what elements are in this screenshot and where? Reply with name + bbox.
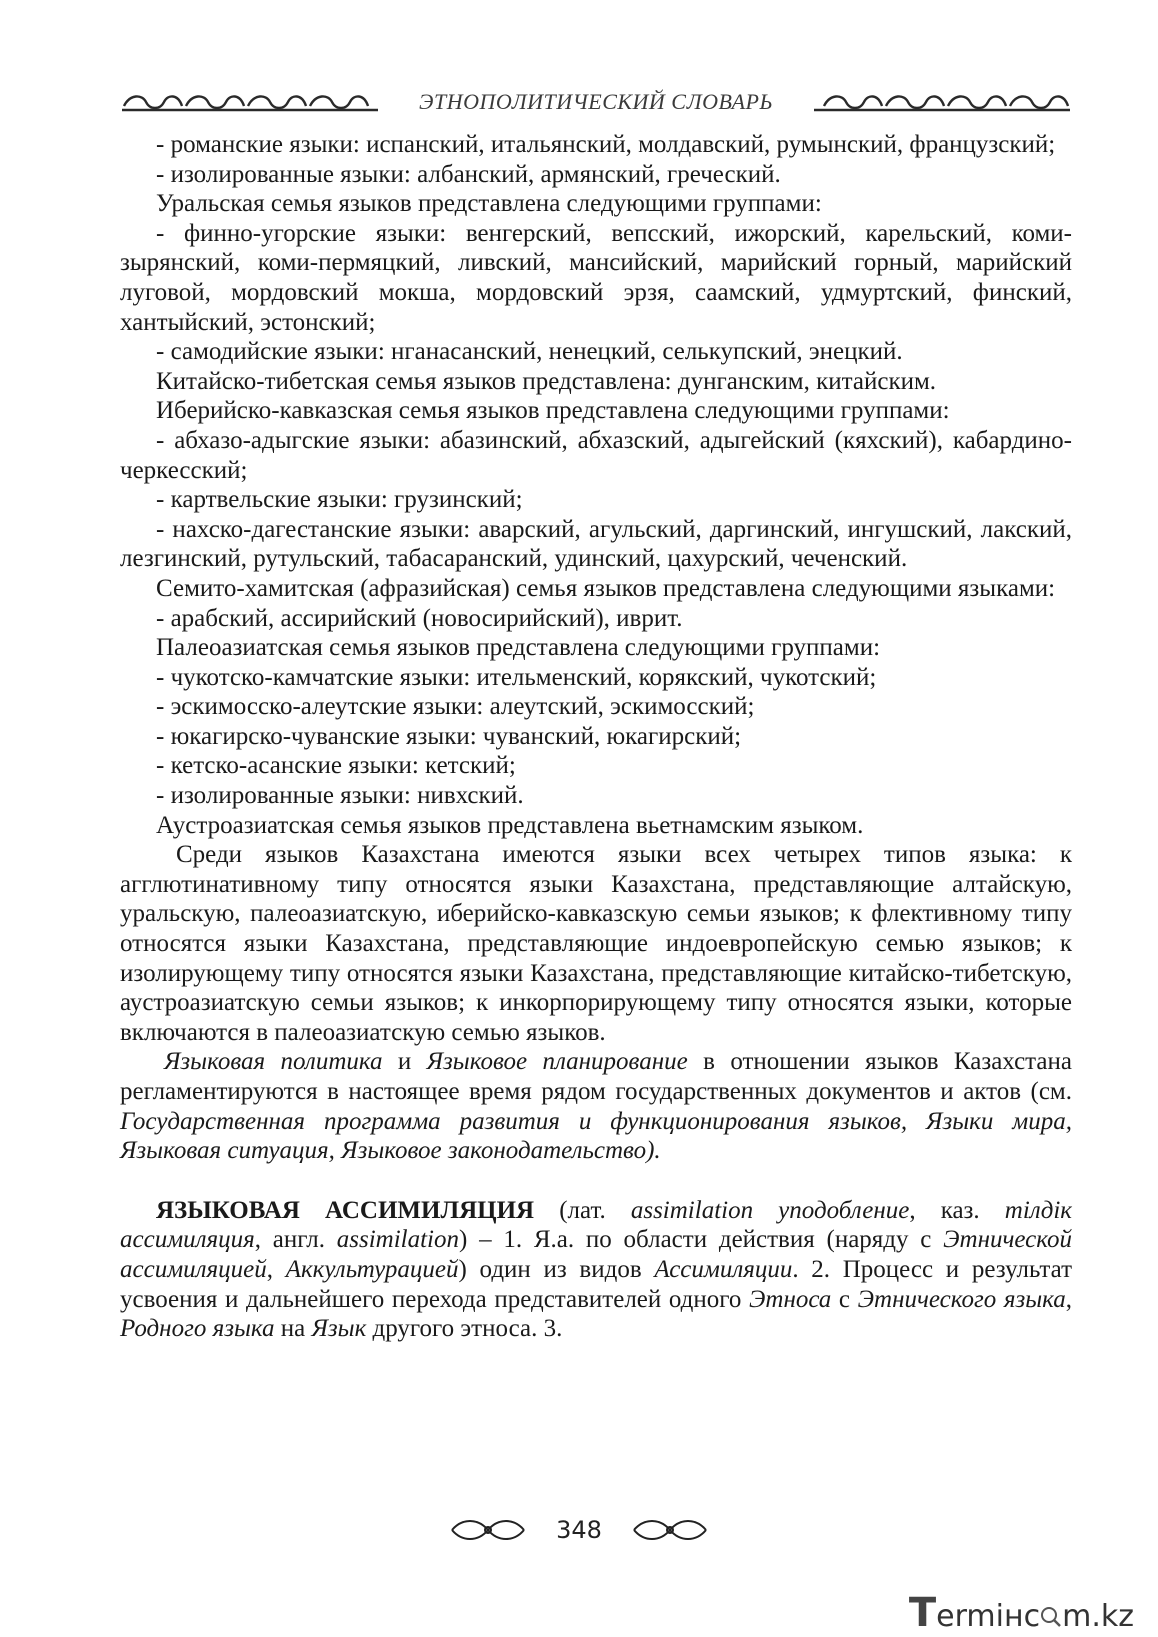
paragraph: - изолированные языки: албанский, армянский, греческий. <box>156 160 781 188</box>
page-body <box>120 130 1072 1344</box>
paragraph: Китайско-тибетская семья языков представлена: дунганским, китайским. <box>156 367 937 395</box>
cross-reference: Этнического языка <box>857 1285 1066 1313</box>
italic-reference-list: Государственная программа развития и функционирования языков, Языки мира, Языковая ситуация, Языковое законодательство). <box>120 1107 1072 1165</box>
right-swirl-ornament-icon <box>630 1516 710 1544</box>
text-run: (лат. <box>534 1196 631 1224</box>
watermark-text: m.kz <box>1062 1599 1134 1634</box>
text-run: и <box>382 1048 427 1076</box>
cross-reference: Язык <box>311 1315 367 1343</box>
watermark-text: ermінc <box>936 1599 1041 1634</box>
paragraph: Палеоазиатская семья языков представлена следующими группами: <box>156 634 881 662</box>
italic-run: assimilation уподобление <box>630 1196 910 1224</box>
text-run: , <box>266 1255 286 1283</box>
paragraph: - юкагирско-чуванские языки: чуванский, юкагирский; <box>156 722 742 750</box>
magnifier-icon <box>1040 1606 1062 1628</box>
paragraph: - самодийские языки: нганасанский, ненецкий, селькупский, энецкий. <box>156 338 903 366</box>
paragraph: - нахско-дагестанские языки: аварский, агульский, даргинский, ингушский, лакский, лезгинский, рутульский, табасаранский, удинский, цахурский, чеченский. <box>120 515 1072 573</box>
text-run: . 2. Процесс и результат усвоения и дальнейшего перехода представителей одного <box>120 1255 1073 1313</box>
cross-reference: Аккультурацией <box>285 1255 459 1283</box>
text-run: ) – 1. Я.а. по области действия (наряду с <box>459 1226 944 1254</box>
paragraph: - абхазо-адыгские языки: абазинский, абхазский, адыгейский (кяхский), кабардино-черкесский; <box>120 426 1072 484</box>
paragraph: - арабский, ассирийский (новосирийский), иврит. <box>156 604 683 632</box>
paragraph: Уральская семья языков представлена следующими группами: <box>156 190 822 218</box>
entry-headword: ЯЗЫКОВАЯ АССИМИЛЯЦИЯ <box>156 1196 535 1224</box>
text-run: , <box>1065 1285 1072 1313</box>
paragraph: - эскимосско-алеутские языки: алеутский, эскимосский; <box>156 693 755 721</box>
paragraph: - чукотско-камчатские языки: ительменский, корякский, чукотский; <box>156 663 877 691</box>
paragraph: - картвельские языки: грузинский; <box>156 486 523 514</box>
text-run: ) один из видов <box>458 1255 655 1283</box>
italic-run: assimilation <box>336 1226 459 1254</box>
paragraph: Среди языков Казахстана имеются языки всех четырех типов языка: к агглютинативному типу относятся языки Казахстана, представляющие алтайскую, уральскую, палеоазиатскую, иберийско-кавказскую семьи языков; к флективному типу относятся языки Казахстана, представляющие индоевропейскую семью языков; к изолирующему типу относятся языки Казахстана, представляющие китайско-тибетскую, аустроазиатскую семьи языков; к инкорпорирующему типу относятся языки, которые включаются в палеоазиатскую семью языков. <box>120 841 1072 1046</box>
paragraph: Семито-хамитская (афразийская) семья языков представлена следующими языками: <box>156 574 1056 602</box>
text-run: в отношении языков Казахстана регламентируются в настоящее время рядом государственных документов и актов (см. <box>120 1048 1072 1105</box>
running-header <box>120 86 1072 118</box>
policy-paragraph <box>120 1047 1072 1165</box>
paragraph: - финно-угорские языки: венгерский, вепсский, ижорский, карельский, коми-зырянский, коми-пермяцкий, ливский, мансийский, марийский горный, марийский луговой, мордовский мокша, мордовский эрзя, саамский, удмуртский, финский, хантыйский, эстонский; <box>120 219 1072 336</box>
cross-reference: Этнической ассимиляцией <box>120 1226 1072 1283</box>
left-ornament-icon <box>120 90 380 114</box>
cross-reference: Этноса <box>749 1285 832 1313</box>
right-ornament-icon <box>812 90 1072 114</box>
paragraph: - романские языки: испанский, итальянский, молдавский, румынский, французский; <box>156 131 1056 158</box>
paragraph: Аустроазиатская семья языков представлена вьетнамским языком. <box>156 811 864 839</box>
text-run: , каз. <box>909 1196 1005 1224</box>
page-footer <box>0 1510 1158 1550</box>
site-watermark <box>909 1590 1134 1636</box>
cross-reference: Родного языка <box>120 1315 275 1343</box>
entry-gap <box>120 1166 1072 1196</box>
dictionary-entry <box>120 1196 1072 1344</box>
header-title: ЭТНОПОЛИТИЧЕСКИЙ СЛОВАРЬ <box>419 89 773 114</box>
paragraph: - изолированные языки: нивхский. <box>156 782 524 810</box>
text-run: , англ. <box>254 1226 337 1254</box>
watermark-initial: T <box>908 1590 937 1636</box>
italic-term: Языковая политика <box>164 1048 383 1076</box>
italic-term: Языковое планирование <box>426 1048 688 1076</box>
left-swirl-ornament-icon <box>448 1516 528 1544</box>
paragraph: - кетско-асанские языки: кетский; <box>156 752 516 780</box>
paragraph: Иберийско-кавказская семья языков представлена следующими группами: <box>156 397 950 425</box>
text-run: на <box>274 1315 312 1343</box>
cross-reference: Ассимиляции <box>654 1255 793 1283</box>
text-run: другого этноса. 3. <box>366 1315 563 1343</box>
text-run: с <box>831 1285 858 1313</box>
italic-run: тілдік ассимиляция <box>120 1196 1072 1254</box>
page-number: 348 <box>556 1516 602 1544</box>
